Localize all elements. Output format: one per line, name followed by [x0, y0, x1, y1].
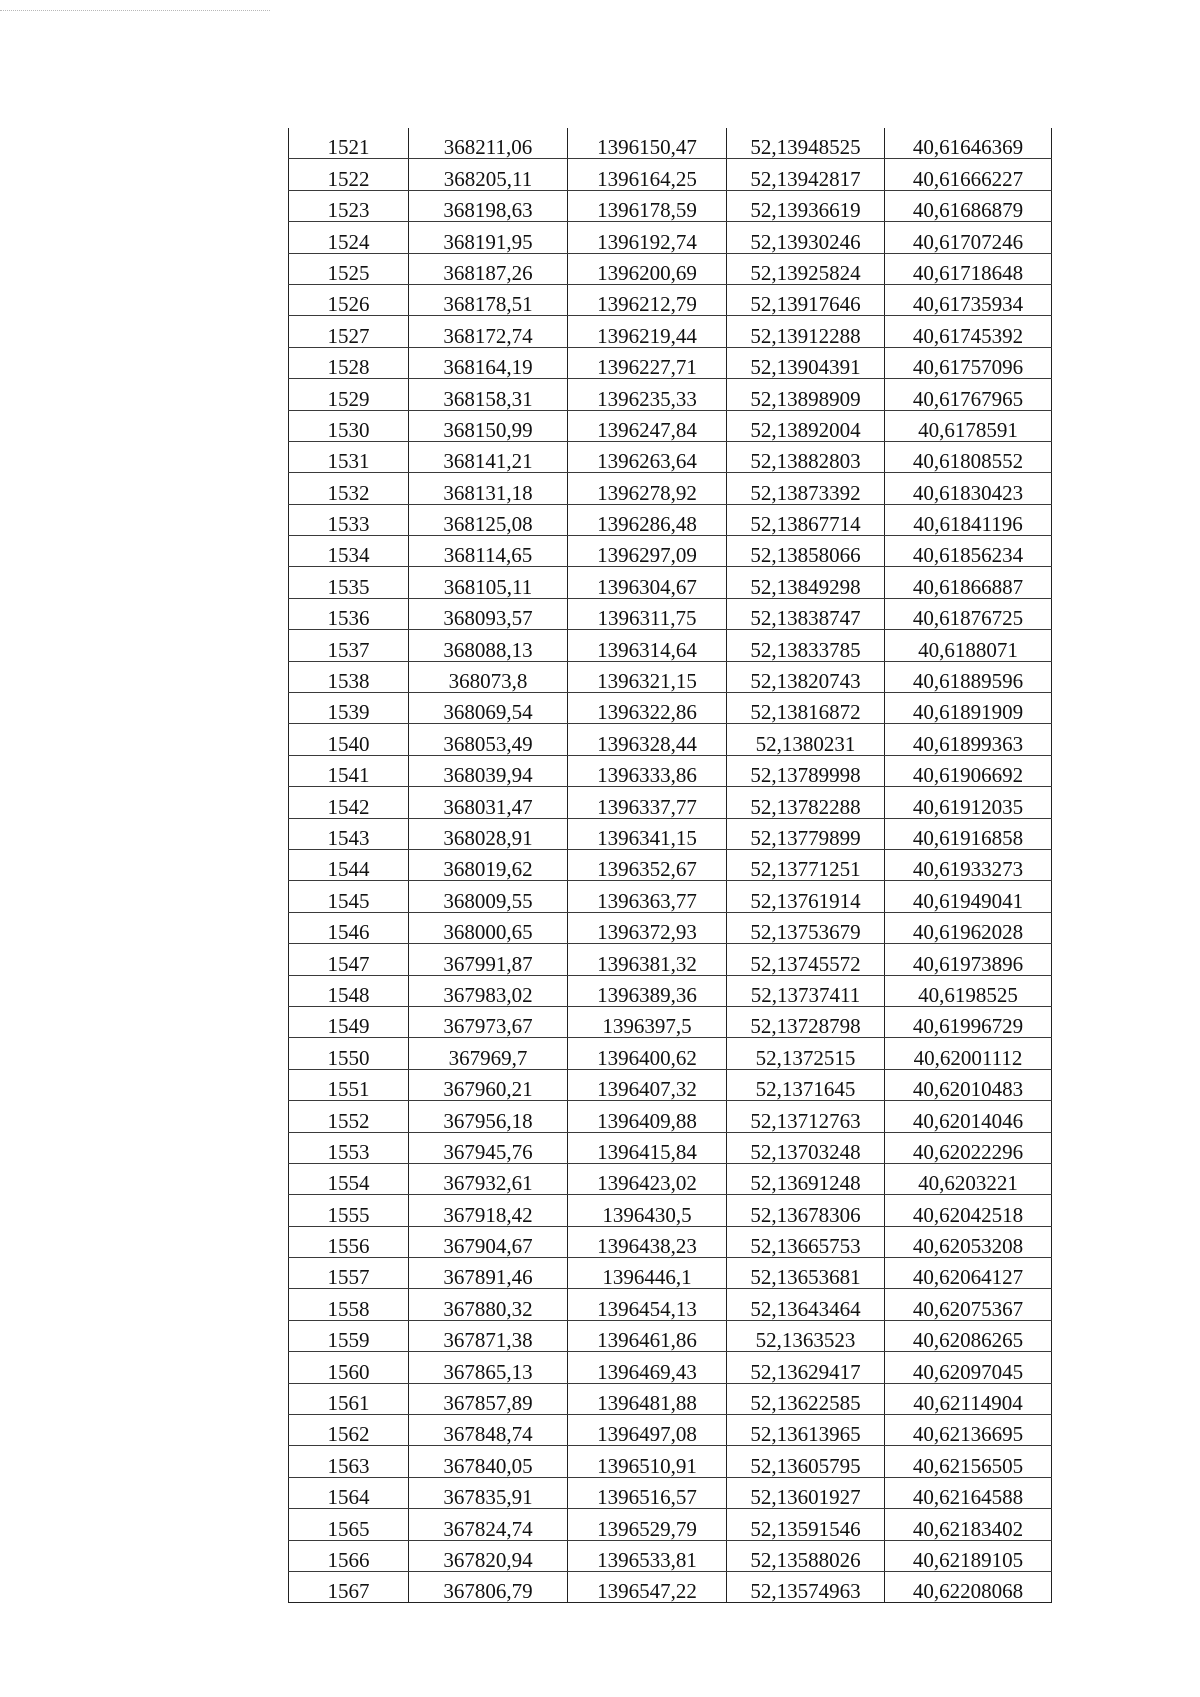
longitude-cell: 40,61841196: [885, 504, 1052, 535]
y-coordinate-cell: 1396516,57: [568, 1477, 727, 1508]
x-coordinate-cell: 367983,02: [409, 975, 568, 1006]
longitude-cell: 40,62097045: [885, 1352, 1052, 1383]
table-row: [289, 1258, 1052, 1289]
point-number-cell: 1542: [289, 787, 409, 818]
y-coordinate-cell: 1396430,5: [568, 1195, 727, 1226]
longitude-cell: 40,62075367: [885, 1289, 1052, 1320]
y-coordinate-cell: 1396400,62: [568, 1038, 727, 1069]
y-coordinate-cell: 1396372,93: [568, 912, 727, 943]
table-row: [289, 1320, 1052, 1351]
point-number-cell: 1528: [289, 347, 409, 378]
x-coordinate-cell: 367848,74: [409, 1415, 568, 1446]
table-row: [289, 630, 1052, 661]
longitude-cell: 40,62183402: [885, 1509, 1052, 1540]
longitude-cell: 40,62022296: [885, 1132, 1052, 1163]
latitude-cell: 52,1371645: [727, 1069, 885, 1100]
x-coordinate-cell: 368031,47: [409, 787, 568, 818]
x-coordinate-cell: 368178,51: [409, 284, 568, 315]
longitude-cell: 40,61912035: [885, 787, 1052, 818]
table-row: [289, 1101, 1052, 1132]
longitude-cell: 40,62042518: [885, 1195, 1052, 1226]
y-coordinate-cell: 1396381,32: [568, 944, 727, 975]
table-row: [289, 849, 1052, 880]
y-coordinate-cell: 1396200,69: [568, 253, 727, 284]
point-number-cell: 1555: [289, 1195, 409, 1226]
latitude-cell: 52,13737411: [727, 975, 885, 1006]
latitude-cell: 52,13858066: [727, 536, 885, 567]
y-coordinate-cell: 1396263,64: [568, 441, 727, 472]
latitude-cell: 52,13691248: [727, 1163, 885, 1194]
point-number-cell: 1567: [289, 1571, 409, 1602]
latitude-cell: 52,13712763: [727, 1101, 885, 1132]
y-coordinate-cell: 1396150,47: [568, 128, 727, 159]
latitude-cell: 52,13904391: [727, 347, 885, 378]
latitude-cell: 52,13898909: [727, 379, 885, 410]
point-number-cell: 1529: [289, 379, 409, 410]
longitude-cell: 40,61996729: [885, 1006, 1052, 1037]
latitude-cell: 52,13948525: [727, 128, 885, 159]
y-coordinate-cell: 1396314,64: [568, 630, 727, 661]
table-row: [289, 724, 1052, 755]
latitude-cell: 52,13838747: [727, 598, 885, 629]
point-number-cell: 1540: [289, 724, 409, 755]
latitude-cell: 52,13867714: [727, 504, 885, 535]
y-coordinate-cell: 1396328,44: [568, 724, 727, 755]
point-number-cell: 1521: [289, 128, 409, 159]
table-row: [289, 567, 1052, 598]
longitude-cell: 40,61767965: [885, 379, 1052, 410]
longitude-cell: 40,61949041: [885, 881, 1052, 912]
point-number-cell: 1527: [289, 316, 409, 347]
table-row: [289, 693, 1052, 724]
x-coordinate-cell: 368172,74: [409, 316, 568, 347]
x-coordinate-cell: 368069,54: [409, 693, 568, 724]
x-coordinate-cell: 368053,49: [409, 724, 568, 755]
y-coordinate-cell: 1396389,36: [568, 975, 727, 1006]
latitude-cell: 52,13789998: [727, 755, 885, 786]
table-row: [289, 222, 1052, 253]
point-number-cell: 1533: [289, 504, 409, 535]
y-coordinate-cell: 1396192,74: [568, 222, 727, 253]
y-coordinate-cell: 1396461,86: [568, 1320, 727, 1351]
table-row: [289, 661, 1052, 692]
x-coordinate-cell: 367891,46: [409, 1258, 568, 1289]
longitude-cell: 40,62189105: [885, 1540, 1052, 1571]
y-coordinate-cell: 1396547,22: [568, 1571, 727, 1602]
y-coordinate-cell: 1396164,25: [568, 159, 727, 190]
table-row: [289, 1477, 1052, 1508]
point-number-cell: 1543: [289, 818, 409, 849]
y-coordinate-cell: 1396415,84: [568, 1132, 727, 1163]
table-row: [289, 1509, 1052, 1540]
table-row: [289, 473, 1052, 504]
point-number-cell: 1563: [289, 1446, 409, 1477]
coordinates-table: [288, 128, 1052, 1603]
y-coordinate-cell: 1396321,15: [568, 661, 727, 692]
point-number-cell: 1551: [289, 1069, 409, 1100]
longitude-cell: 40,61906692: [885, 755, 1052, 786]
x-coordinate-cell: 368019,62: [409, 849, 568, 880]
latitude-cell: 52,13917646: [727, 284, 885, 315]
longitude-cell: 40,61757096: [885, 347, 1052, 378]
point-number-cell: 1553: [289, 1132, 409, 1163]
longitude-cell: 40,62064127: [885, 1258, 1052, 1289]
table-row: [289, 441, 1052, 472]
table-row: [289, 159, 1052, 190]
point-number-cell: 1559: [289, 1320, 409, 1351]
latitude-cell: 52,13678306: [727, 1195, 885, 1226]
scan-artifact-line: [0, 10, 270, 13]
longitude-cell: 40,61889596: [885, 661, 1052, 692]
table-row: [289, 1540, 1052, 1571]
table-row: [289, 504, 1052, 535]
x-coordinate-cell: 368073,8: [409, 661, 568, 692]
latitude-cell: 52,1363523: [727, 1320, 885, 1351]
y-coordinate-cell: 1396409,88: [568, 1101, 727, 1132]
x-coordinate-cell: 368028,91: [409, 818, 568, 849]
point-number-cell: 1522: [289, 159, 409, 190]
y-coordinate-cell: 1396278,92: [568, 473, 727, 504]
y-coordinate-cell: 1396341,15: [568, 818, 727, 849]
y-coordinate-cell: 1396247,84: [568, 410, 727, 441]
table-row: [289, 1195, 1052, 1226]
x-coordinate-cell: 368187,26: [409, 253, 568, 284]
table-row: [289, 944, 1052, 975]
latitude-cell: 52,13728798: [727, 1006, 885, 1037]
latitude-cell: 52,13629417: [727, 1352, 885, 1383]
x-coordinate-cell: 367806,79: [409, 1571, 568, 1602]
x-coordinate-cell: 368158,31: [409, 379, 568, 410]
x-coordinate-cell: 368150,99: [409, 410, 568, 441]
table-row: [289, 1446, 1052, 1477]
y-coordinate-cell: 1396446,1: [568, 1258, 727, 1289]
longitude-cell: 40,61830423: [885, 473, 1052, 504]
longitude-cell: 40,62001112: [885, 1038, 1052, 1069]
x-coordinate-cell: 367871,38: [409, 1320, 568, 1351]
y-coordinate-cell: 1396407,32: [568, 1069, 727, 1100]
longitude-cell: 40,61856234: [885, 536, 1052, 567]
latitude-cell: 52,13588026: [727, 1540, 885, 1571]
latitude-cell: 52,13820743: [727, 661, 885, 692]
point-number-cell: 1548: [289, 975, 409, 1006]
coordinates-table-body: [289, 128, 1052, 1603]
y-coordinate-cell: 1396212,79: [568, 284, 727, 315]
point-number-cell: 1525: [289, 253, 409, 284]
latitude-cell: 52,13703248: [727, 1132, 885, 1163]
latitude-cell: 52,13873392: [727, 473, 885, 504]
longitude-cell: 40,62114904: [885, 1383, 1052, 1414]
table-row: [289, 347, 1052, 378]
y-coordinate-cell: 1396352,67: [568, 849, 727, 880]
point-number-cell: 1562: [289, 1415, 409, 1446]
y-coordinate-cell: 1396497,08: [568, 1415, 727, 1446]
point-number-cell: 1537: [289, 630, 409, 661]
latitude-cell: 52,13779899: [727, 818, 885, 849]
table-row: [289, 598, 1052, 629]
x-coordinate-cell: 368191,95: [409, 222, 568, 253]
longitude-cell: 40,62208068: [885, 1571, 1052, 1602]
table-row: [289, 536, 1052, 567]
longitude-cell: 40,6198525: [885, 975, 1052, 1006]
longitude-cell: 40,61718648: [885, 253, 1052, 284]
latitude-cell: 52,13892004: [727, 410, 885, 441]
table-row: [289, 284, 1052, 315]
latitude-cell: 52,13601927: [727, 1477, 885, 1508]
longitude-cell: 40,61646369: [885, 128, 1052, 159]
latitude-cell: 52,13643464: [727, 1289, 885, 1320]
latitude-cell: 52,13771251: [727, 849, 885, 880]
latitude-cell: 52,13605795: [727, 1446, 885, 1477]
y-coordinate-cell: 1396322,86: [568, 693, 727, 724]
y-coordinate-cell: 1396533,81: [568, 1540, 727, 1571]
longitude-cell: 40,61933273: [885, 849, 1052, 880]
point-number-cell: 1538: [289, 661, 409, 692]
point-number-cell: 1561: [289, 1383, 409, 1414]
x-coordinate-cell: 367945,76: [409, 1132, 568, 1163]
point-number-cell: 1545: [289, 881, 409, 912]
longitude-cell: 40,61666227: [885, 159, 1052, 190]
x-coordinate-cell: 368205,11: [409, 159, 568, 190]
table-row: [289, 1069, 1052, 1100]
x-coordinate-cell: 367820,94: [409, 1540, 568, 1571]
point-number-cell: 1539: [289, 693, 409, 724]
longitude-cell: 40,62014046: [885, 1101, 1052, 1132]
point-number-cell: 1544: [289, 849, 409, 880]
point-number-cell: 1558: [289, 1289, 409, 1320]
x-coordinate-cell: 367991,87: [409, 944, 568, 975]
latitude-cell: 52,13574963: [727, 1571, 885, 1602]
x-coordinate-cell: 367840,05: [409, 1446, 568, 1477]
point-number-cell: 1554: [289, 1163, 409, 1194]
latitude-cell: 52,13613965: [727, 1415, 885, 1446]
point-number-cell: 1532: [289, 473, 409, 504]
point-number-cell: 1566: [289, 1540, 409, 1571]
point-number-cell: 1530: [289, 410, 409, 441]
longitude-cell: 40,61962028: [885, 912, 1052, 943]
x-coordinate-cell: 367932,61: [409, 1163, 568, 1194]
point-number-cell: 1556: [289, 1226, 409, 1257]
longitude-cell: 40,62156505: [885, 1446, 1052, 1477]
table-row: [289, 787, 1052, 818]
point-number-cell: 1531: [289, 441, 409, 472]
table-row: [289, 818, 1052, 849]
x-coordinate-cell: 367960,21: [409, 1069, 568, 1100]
y-coordinate-cell: 1396227,71: [568, 347, 727, 378]
latitude-cell: 52,13653681: [727, 1258, 885, 1289]
table-row: [289, 755, 1052, 786]
point-number-cell: 1565: [289, 1509, 409, 1540]
y-coordinate-cell: 1396510,91: [568, 1446, 727, 1477]
x-coordinate-cell: 367857,89: [409, 1383, 568, 1414]
table-row: [289, 1383, 1052, 1414]
table-row: [289, 379, 1052, 410]
table-row: [289, 1132, 1052, 1163]
x-coordinate-cell: 368088,13: [409, 630, 568, 661]
point-number-cell: 1523: [289, 190, 409, 221]
point-number-cell: 1524: [289, 222, 409, 253]
y-coordinate-cell: 1396333,86: [568, 755, 727, 786]
y-coordinate-cell: 1396304,67: [568, 567, 727, 598]
longitude-cell: 40,61916858: [885, 818, 1052, 849]
longitude-cell: 40,62086265: [885, 1320, 1052, 1351]
x-coordinate-cell: 368105,11: [409, 567, 568, 598]
x-coordinate-cell: 367918,42: [409, 1195, 568, 1226]
x-coordinate-cell: 367904,67: [409, 1226, 568, 1257]
y-coordinate-cell: 1396235,33: [568, 379, 727, 410]
point-number-cell: 1550: [289, 1038, 409, 1069]
latitude-cell: 52,13833785: [727, 630, 885, 661]
x-coordinate-cell: 368211,06: [409, 128, 568, 159]
latitude-cell: 52,13745572: [727, 944, 885, 975]
x-coordinate-cell: 368039,94: [409, 755, 568, 786]
point-number-cell: 1557: [289, 1258, 409, 1289]
longitude-cell: 40,61891909: [885, 693, 1052, 724]
x-coordinate-cell: 368000,65: [409, 912, 568, 943]
y-coordinate-cell: 1396397,5: [568, 1006, 727, 1037]
latitude-cell: 52,13912288: [727, 316, 885, 347]
longitude-cell: 40,62164588: [885, 1477, 1052, 1508]
longitude-cell: 40,61876725: [885, 598, 1052, 629]
longitude-cell: 40,6188071: [885, 630, 1052, 661]
latitude-cell: 52,13761914: [727, 881, 885, 912]
x-coordinate-cell: 368009,55: [409, 881, 568, 912]
table-row: [289, 881, 1052, 912]
y-coordinate-cell: 1396529,79: [568, 1509, 727, 1540]
x-coordinate-cell: 368141,21: [409, 441, 568, 472]
table-row: [289, 316, 1052, 347]
x-coordinate-cell: 367865,13: [409, 1352, 568, 1383]
table-row: [289, 975, 1052, 1006]
table-row: [289, 912, 1052, 943]
longitude-cell: 40,61899363: [885, 724, 1052, 755]
y-coordinate-cell: 1396311,75: [568, 598, 727, 629]
latitude-cell: 52,13816872: [727, 693, 885, 724]
table-row: [289, 1415, 1052, 1446]
latitude-cell: 52,13936619: [727, 190, 885, 221]
latitude-cell: 52,13882803: [727, 441, 885, 472]
point-number-cell: 1547: [289, 944, 409, 975]
longitude-cell: 40,62010483: [885, 1069, 1052, 1100]
table-row: [289, 1289, 1052, 1320]
y-coordinate-cell: 1396337,77: [568, 787, 727, 818]
longitude-cell: 40,61735934: [885, 284, 1052, 315]
x-coordinate-cell: 367969,7: [409, 1038, 568, 1069]
point-number-cell: 1534: [289, 536, 409, 567]
latitude-cell: 52,1372515: [727, 1038, 885, 1069]
latitude-cell: 52,13622585: [727, 1383, 885, 1414]
y-coordinate-cell: 1396178,59: [568, 190, 727, 221]
longitude-cell: 40,61686879: [885, 190, 1052, 221]
table-row: [289, 128, 1052, 159]
table-row: [289, 1038, 1052, 1069]
y-coordinate-cell: 1396454,13: [568, 1289, 727, 1320]
y-coordinate-cell: 1396286,48: [568, 504, 727, 535]
point-number-cell: 1552: [289, 1101, 409, 1132]
longitude-cell: 40,61866887: [885, 567, 1052, 598]
y-coordinate-cell: 1396363,77: [568, 881, 727, 912]
y-coordinate-cell: 1396423,02: [568, 1163, 727, 1194]
point-number-cell: 1526: [289, 284, 409, 315]
longitude-cell: 40,62136695: [885, 1415, 1052, 1446]
longitude-cell: 40,61808552: [885, 441, 1052, 472]
table-row: [289, 1571, 1052, 1602]
y-coordinate-cell: 1396481,88: [568, 1383, 727, 1414]
point-number-cell: 1549: [289, 1006, 409, 1037]
x-coordinate-cell: 367835,91: [409, 1477, 568, 1508]
latitude-cell: 52,13665753: [727, 1226, 885, 1257]
longitude-cell: 40,6203221: [885, 1163, 1052, 1194]
y-coordinate-cell: 1396297,09: [568, 536, 727, 567]
table-row: [289, 1226, 1052, 1257]
x-coordinate-cell: 367973,67: [409, 1006, 568, 1037]
latitude-cell: 52,1380231: [727, 724, 885, 755]
latitude-cell: 52,13925824: [727, 253, 885, 284]
table-row: [289, 1006, 1052, 1037]
latitude-cell: 52,13591546: [727, 1509, 885, 1540]
x-coordinate-cell: 368125,08: [409, 504, 568, 535]
longitude-cell: 40,61973896: [885, 944, 1052, 975]
longitude-cell: 40,6178591: [885, 410, 1052, 441]
point-number-cell: 1536: [289, 598, 409, 629]
point-number-cell: 1541: [289, 755, 409, 786]
point-number-cell: 1546: [289, 912, 409, 943]
latitude-cell: 52,13782288: [727, 787, 885, 818]
y-coordinate-cell: 1396438,23: [568, 1226, 727, 1257]
table-row: [289, 253, 1052, 284]
y-coordinate-cell: 1396219,44: [568, 316, 727, 347]
x-coordinate-cell: 368198,63: [409, 190, 568, 221]
latitude-cell: 52,13849298: [727, 567, 885, 598]
latitude-cell: 52,13753679: [727, 912, 885, 943]
table-row: [289, 410, 1052, 441]
longitude-cell: 40,61707246: [885, 222, 1052, 253]
latitude-cell: 52,13942817: [727, 159, 885, 190]
x-coordinate-cell: 367880,32: [409, 1289, 568, 1320]
x-coordinate-cell: 368131,18: [409, 473, 568, 504]
point-number-cell: 1535: [289, 567, 409, 598]
x-coordinate-cell: 368093,57: [409, 598, 568, 629]
longitude-cell: 40,61745392: [885, 316, 1052, 347]
y-coordinate-cell: 1396469,43: [568, 1352, 727, 1383]
table-row: [289, 1352, 1052, 1383]
x-coordinate-cell: 368164,19: [409, 347, 568, 378]
x-coordinate-cell: 367956,18: [409, 1101, 568, 1132]
longitude-cell: 40,62053208: [885, 1226, 1052, 1257]
latitude-cell: 52,13930246: [727, 222, 885, 253]
table-row: [289, 1163, 1052, 1194]
point-number-cell: 1560: [289, 1352, 409, 1383]
table-row: [289, 190, 1052, 221]
point-number-cell: 1564: [289, 1477, 409, 1508]
x-coordinate-cell: 367824,74: [409, 1509, 568, 1540]
x-coordinate-cell: 368114,65: [409, 536, 568, 567]
